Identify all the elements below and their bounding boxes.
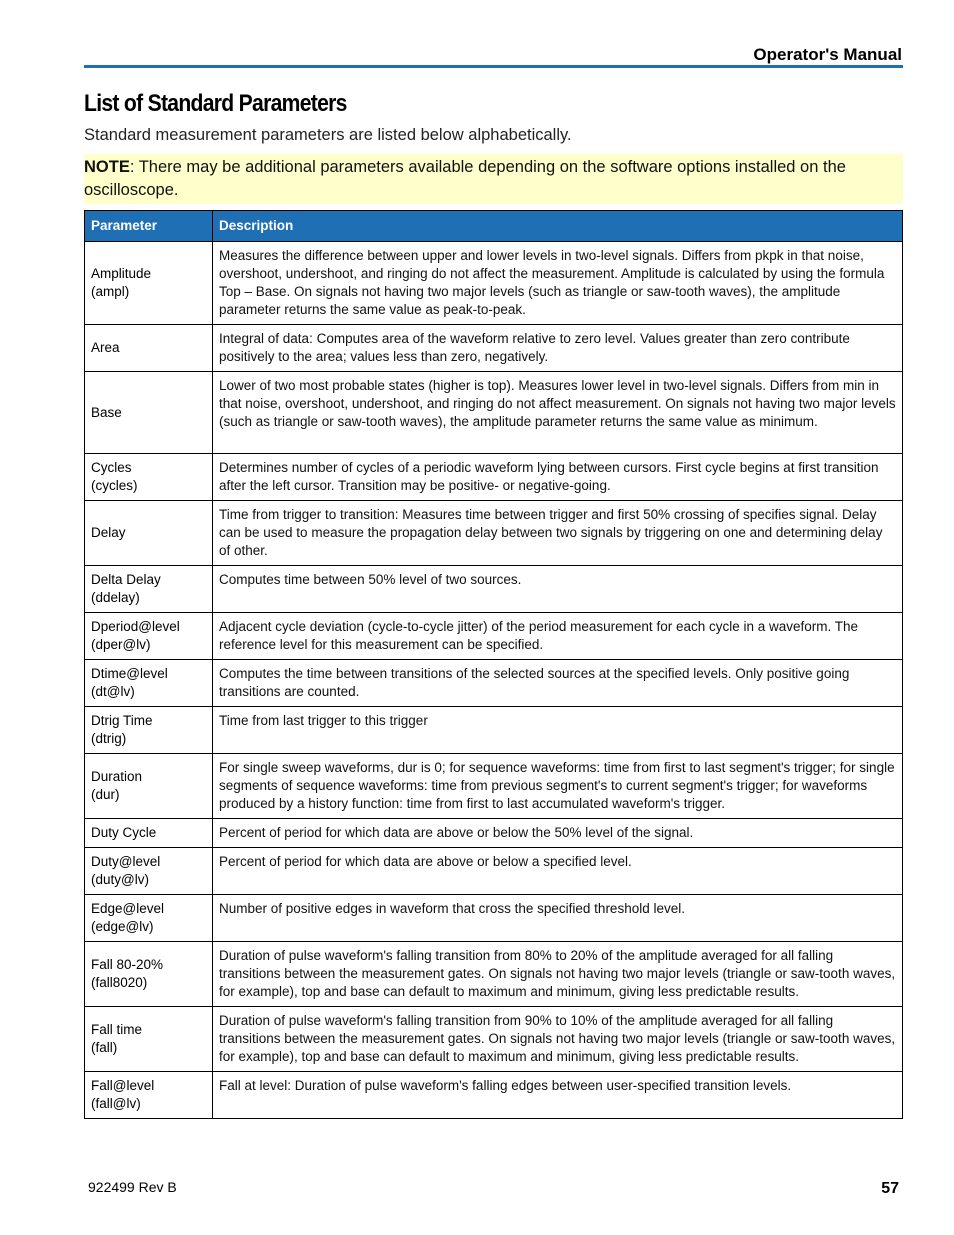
parameter-name: Base xyxy=(91,404,122,420)
parameter-abbr: (fall@lv) xyxy=(91,1096,141,1111)
table-row xyxy=(85,895,903,942)
parameter-abbr: (dper@lv) xyxy=(91,637,151,652)
parameter-abbr: (ampl) xyxy=(91,284,130,299)
note-box xyxy=(84,154,903,204)
table-header-row xyxy=(85,211,903,242)
table-row xyxy=(85,613,903,660)
parameter-name: Duty Cycle xyxy=(91,825,157,840)
description-cell: Measures the difference between upper and lower levels in two-level signals. Differs from pkpk in that noise, overshoot, undershoot, and ringing do not affect the measurement. Amplitude is calculated by using the formula Top – Base. On signals not having two major levels (such as triangle or saw-tooth waves), the amplitude parameter returns the same value as peak-to-peak. xyxy=(213,242,903,325)
footer-doc-number: 922499 Rev B xyxy=(88,1179,177,1195)
parameter-cell xyxy=(85,942,213,1007)
parameter-cell xyxy=(85,454,213,501)
page-title: List of Standard Parameters xyxy=(84,90,347,117)
description-cell: Time from last trigger to this trigger xyxy=(213,707,903,754)
parameter-cell xyxy=(85,501,213,566)
parameter-abbr: (ddelay) xyxy=(91,590,140,605)
parameter-cell xyxy=(85,242,213,325)
table-row xyxy=(85,819,903,848)
parameter-name: Fall 80-20% xyxy=(91,957,164,972)
table-row xyxy=(85,942,903,1007)
description-cell: Adjacent cycle deviation (cycle-to-cycle jitter) of the period measurement for each cycle in a waveform. The reference level for this measurement can be specified. xyxy=(213,613,903,660)
parameter-name: Dperiod@level xyxy=(91,619,180,634)
description-cell: Fall at level: Duration of pulse waveform's falling edges between user-specified transition levels. xyxy=(213,1072,903,1119)
parameter-name: Cycles xyxy=(91,460,132,475)
column-header-description: Description xyxy=(213,211,903,242)
header-title: Operator's Manual xyxy=(753,45,902,64)
table-row xyxy=(85,754,903,819)
description-cell: Number of positive edges in waveform that cross the specified threshold level. xyxy=(213,895,903,942)
table-row xyxy=(85,501,903,566)
parameter-cell xyxy=(85,895,213,942)
parameter-abbr: (edge@lv) xyxy=(91,919,154,934)
table-row xyxy=(85,242,903,325)
table-row xyxy=(85,325,903,372)
parameter-name: Area xyxy=(91,340,120,355)
table-row xyxy=(85,848,903,895)
column-header-parameter: Parameter xyxy=(85,211,213,242)
parameter-cell xyxy=(85,566,213,613)
parameter-cell xyxy=(85,613,213,660)
parameter-cell xyxy=(85,1007,213,1072)
table-row xyxy=(85,372,903,454)
parameter-abbr: (fall) xyxy=(91,1040,118,1055)
header-rule xyxy=(84,65,903,68)
description-cell: Duration of pulse waveform's falling transition from 80% to 20% of the amplitude averaged for all falling transitions between the measurement gates. On signals not having two major levels (triangle or saw-tooth waves, for example), top and base can default to maximum and minimum, giving less predictable results. xyxy=(213,942,903,1007)
parameter-cell xyxy=(85,707,213,754)
intro-text: Standard measurement parameters are listed below alphabetically. xyxy=(84,126,572,144)
parameter-name: Duration xyxy=(91,769,143,784)
parameter-name: Duty@level xyxy=(91,854,161,869)
description-cell: Time from trigger to transition: Measures time between trigger and first 50% crossing of specifies signal. Delay can be used to measure the propagation delay between two signals by triggering on one and determining delay of other. xyxy=(213,501,903,566)
parameter-cell xyxy=(85,819,213,848)
table-row xyxy=(85,1072,903,1119)
parameter-name: Amplitude xyxy=(91,266,152,281)
description-cell: Determines number of cycles of a periodic waveform lying between cursors. First cycle begins at first transition after the left cursor. Transition may be positive- or negative-going. xyxy=(213,454,903,501)
parameter-abbr: (dt@lv) xyxy=(91,684,135,699)
description-cell: Lower of two most probable states (higher is top). Measures lower level in two-level signals. Differs from min in that noise, overshoot, undershoot, and ringing do not affect measurement. On signals not having two major levels (such as triangle or saw-tooth waves), the amplitude parameter returns the same value as minimum. xyxy=(213,372,903,454)
table-row xyxy=(85,1007,903,1072)
parameter-name: Fall time xyxy=(91,1022,143,1037)
table-row xyxy=(85,566,903,613)
description-cell: For single sweep waveforms, dur is 0; for sequence waveforms: time from first to last segment's trigger; for single segments of sequence waveforms: time from previous segment's to current segment's trigger; for waveforms produced by a history function: time from first to last accumulated waveform's trigger. xyxy=(213,754,903,819)
parameter-abbr: (duty@lv) xyxy=(91,872,149,887)
parameter-cell xyxy=(85,372,213,454)
parameter-name: Dtime@level xyxy=(91,666,168,681)
parameter-name: Dtrig Time xyxy=(91,713,153,728)
description-cell: Percent of period for which data are above or below the 50% level of the signal. xyxy=(213,819,903,848)
parameter-cell xyxy=(85,660,213,707)
note-text: : There may be additional parameters available depending on the software options installed on the oscilloscope. xyxy=(84,158,846,199)
footer-page-number: 57 xyxy=(881,1180,899,1197)
description-cell: Integral of data: Computes area of the waveform relative to zero level. Values greater than zero contribute positively to the area; values less than zero, negatively. xyxy=(213,325,903,372)
parameter-name: Delta Delay xyxy=(91,572,161,587)
description-cell: Computes the time between transitions of the selected sources at the specified levels. Only positive going transitions are counted. xyxy=(213,660,903,707)
table-row xyxy=(85,707,903,754)
table-row xyxy=(85,660,903,707)
table-row xyxy=(85,454,903,501)
description-cell: Percent of period for which data are above or below a specified level. xyxy=(213,848,903,895)
parameter-name: Fall@level xyxy=(91,1078,155,1093)
parameter-name: Edge@level xyxy=(91,901,164,916)
parameter-cell xyxy=(85,1072,213,1119)
parameter-cell xyxy=(85,325,213,372)
description-cell: Computes time between 50% level of two sources. xyxy=(213,566,903,613)
description-cell: Duration of pulse waveform's falling transition from 90% to 10% of the amplitude averaged for all falling transitions between the measurement gates. On signals not having two major levels (triangle or saw-tooth waves, for example), top and base can default to maximum and minimum, giving less predictable results. xyxy=(213,1007,903,1072)
parameter-cell xyxy=(85,848,213,895)
parameter-name: Delay xyxy=(91,525,126,540)
note-label: NOTE xyxy=(84,158,130,176)
parameter-abbr: (cycles) xyxy=(91,478,138,493)
parameter-abbr: (dur) xyxy=(91,787,120,802)
parameter-cell xyxy=(85,754,213,819)
parameter-abbr: (dtrig) xyxy=(91,731,127,746)
parameters-table xyxy=(84,210,903,1119)
parameter-abbr: (fall8020) xyxy=(91,975,148,990)
